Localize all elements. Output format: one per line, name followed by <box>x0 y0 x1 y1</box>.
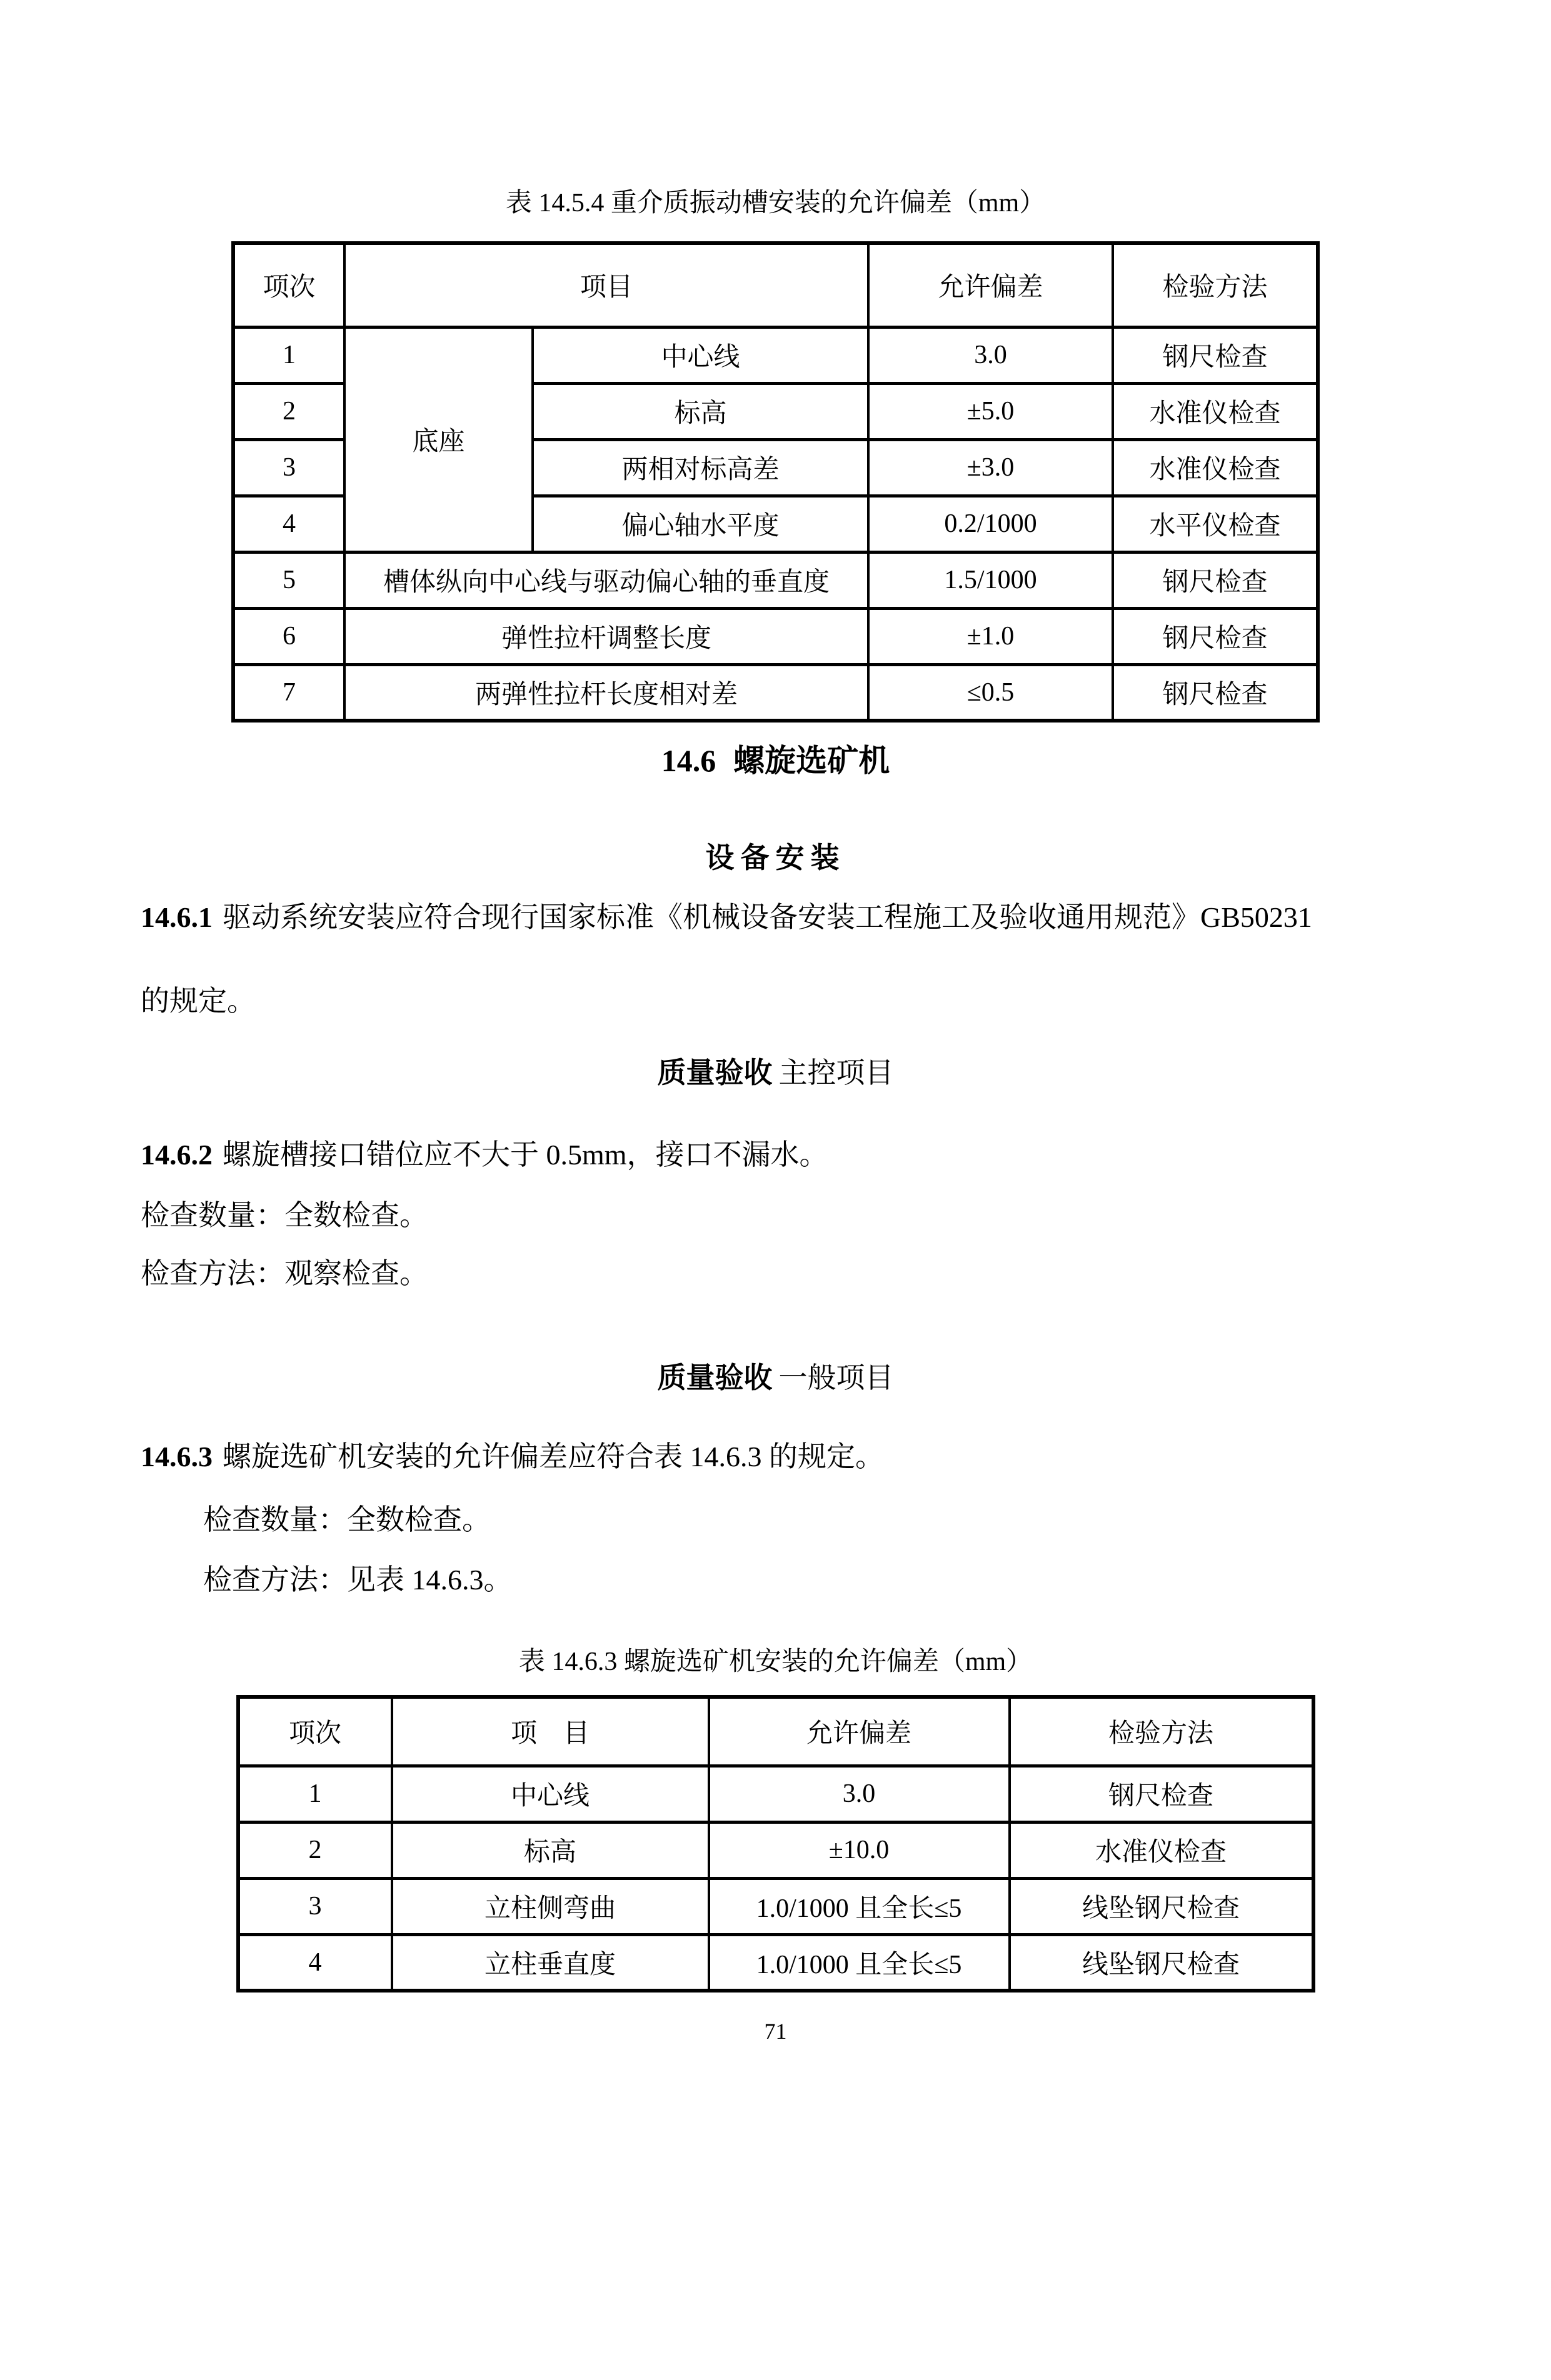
cell-method: 钢尺检查 <box>1113 608 1318 664</box>
clause-number: 14.6.1 <box>141 901 213 933</box>
table-row <box>238 1934 1313 1991</box>
cell-method: 水准仪检查 <box>1113 439 1318 496</box>
cell-method: 线坠钢尺检查 <box>1010 1934 1313 1991</box>
cell-item: 偏心轴水平度 <box>533 496 868 552</box>
cell-item: 中心线 <box>533 327 868 383</box>
cell-tolerance: ±5.0 <box>868 383 1113 439</box>
clause-number: 14.6.3 <box>141 1441 213 1472</box>
table-14-6-3 <box>236 1695 1315 1992</box>
clause-14-6-3 <box>141 1438 1426 1476</box>
cell-item: 立柱垂直度 <box>392 1934 709 1991</box>
section-heading-14-6 <box>0 741 1551 780</box>
cell-method: 钢尺检查 <box>1113 327 1318 383</box>
table-row <box>238 1766 1313 1822</box>
header-item: 项 目 <box>392 1697 709 1766</box>
header-method: 检验方法 <box>1010 1697 1313 1766</box>
equipment-install-heading: 设备安装 <box>705 842 846 874</box>
cell-item-no: 6 <box>233 608 344 664</box>
cell-item-no: 2 <box>233 383 344 439</box>
section-number: 14.6 <box>661 743 716 778</box>
cell-item-no: 3 <box>238 1878 392 1934</box>
cell-tolerance: 0.2/1000 <box>868 496 1113 552</box>
table-row <box>233 664 1318 721</box>
check-quantity-line: 检查数量：全数检查。 <box>141 1199 428 1231</box>
quality-heading-rest: 主控项目 <box>778 1057 894 1089</box>
quality-heading-bold: 质量验收 <box>657 1057 773 1089</box>
table-14-5-4-title: 表 14.5.4 重介质振动槽安装的允许偏差（mm） <box>505 189 1046 218</box>
quality-general-items-heading <box>0 1359 1551 1398</box>
table-row <box>233 552 1318 608</box>
section-title: 螺旋选矿机 <box>733 743 890 778</box>
cell-item-no: 1 <box>233 327 344 383</box>
header-item-no: 项次 <box>238 1697 392 1766</box>
table-row <box>238 1822 1313 1878</box>
cell-tolerance: 1.5/1000 <box>868 552 1113 608</box>
cell-item: 槽体纵向中心线与驱动偏心轴的垂直度 <box>344 552 868 608</box>
table-14-5-4 <box>231 241 1320 722</box>
table-header-row <box>233 243 1318 327</box>
cell-method: 水准仪检查 <box>1010 1822 1313 1878</box>
cell-method: 线坠钢尺检查 <box>1010 1878 1313 1934</box>
cell-item: 两相对标高差 <box>533 439 868 496</box>
header-item-no: 项次 <box>233 243 344 327</box>
check-quantity-line: 检查数量：全数检查。 <box>203 1504 491 1536</box>
check-method-line: 检查方法：观察检查。 <box>141 1258 428 1289</box>
quality-heading-rest: 一般项目 <box>778 1362 894 1394</box>
cell-method: 水平仪检查 <box>1113 496 1318 552</box>
table-header-row <box>238 1697 1313 1766</box>
cell-item-no: 4 <box>233 496 344 552</box>
document-page <box>0 188 1551 2045</box>
header-method: 检验方法 <box>1113 243 1318 327</box>
check-method-line: 检查方法：见表 14.6.3。 <box>203 1564 513 1596</box>
quality-heading-bold: 质量验收 <box>657 1362 773 1394</box>
cell-item: 标高 <box>392 1822 709 1878</box>
header-item: 项目 <box>344 243 868 327</box>
cell-item: 标高 <box>533 383 868 439</box>
clause-text: 螺旋选矿机安装的允许偏差应符合表 14.6.3 的规定。 <box>223 1441 884 1472</box>
cell-tolerance: 3.0 <box>868 327 1113 383</box>
cell-item: 弹性拉杆调整长度 <box>344 608 868 664</box>
header-tolerance: 允许偏差 <box>709 1697 1010 1766</box>
cell-tolerance: 3.0 <box>709 1766 1010 1822</box>
clause-text-line2: 的规定。 <box>141 985 256 1017</box>
clause-text: 螺旋槽接口错位应不大于 0.5mm，接口不漏水。 <box>223 1139 828 1171</box>
clause-number: 14.6.2 <box>141 1139 213 1171</box>
cell-item-no: 7 <box>233 664 344 721</box>
table-row <box>233 608 1318 664</box>
cell-item: 中心线 <box>392 1766 709 1822</box>
cell-item-no: 5 <box>233 552 344 608</box>
clause-text-line1: 驱动系统安装应符合现行国家标准《机械设备安装工程施工及验收通用规范》GB50231 <box>223 901 1312 933</box>
cell-item-no: 2 <box>238 1822 392 1878</box>
clause-14-6-2 <box>141 1136 1426 1174</box>
cell-item-no: 3 <box>233 439 344 496</box>
cell-tolerance: 1.0/1000 且全长≤5 <box>709 1878 1010 1934</box>
cell-method: 水准仪检查 <box>1113 383 1318 439</box>
cell-tolerance: ±1.0 <box>868 608 1113 664</box>
cell-tolerance: 1.0/1000 且全长≤5 <box>709 1934 1010 1991</box>
cell-method: 钢尺检查 <box>1113 552 1318 608</box>
cell-tolerance: ≤0.5 <box>868 664 1113 721</box>
cell-item: 立柱侧弯曲 <box>392 1878 709 1934</box>
cell-item-no: 1 <box>238 1766 392 1822</box>
clause-14-6-1 <box>141 876 1426 1043</box>
table-14-6-3-title: 表 14.6.3 螺旋选矿机安装的允许偏差（mm） <box>518 1648 1033 1676</box>
quality-main-items-heading <box>0 1054 1551 1092</box>
table-row <box>238 1878 1313 1934</box>
cell-item: 两弹性拉杆长度相对差 <box>344 664 868 721</box>
cell-method: 钢尺检查 <box>1113 664 1318 721</box>
cell-tolerance: ±10.0 <box>709 1822 1010 1878</box>
table-row <box>233 327 1318 383</box>
header-tolerance: 允许偏差 <box>868 243 1113 327</box>
cell-method: 钢尺检查 <box>1010 1766 1313 1822</box>
cell-tolerance: ±3.0 <box>868 439 1113 496</box>
cell-item-no: 4 <box>238 1934 392 1991</box>
cell-group-base: 底座 <box>344 327 533 552</box>
page-number: 71 <box>764 2019 787 2044</box>
